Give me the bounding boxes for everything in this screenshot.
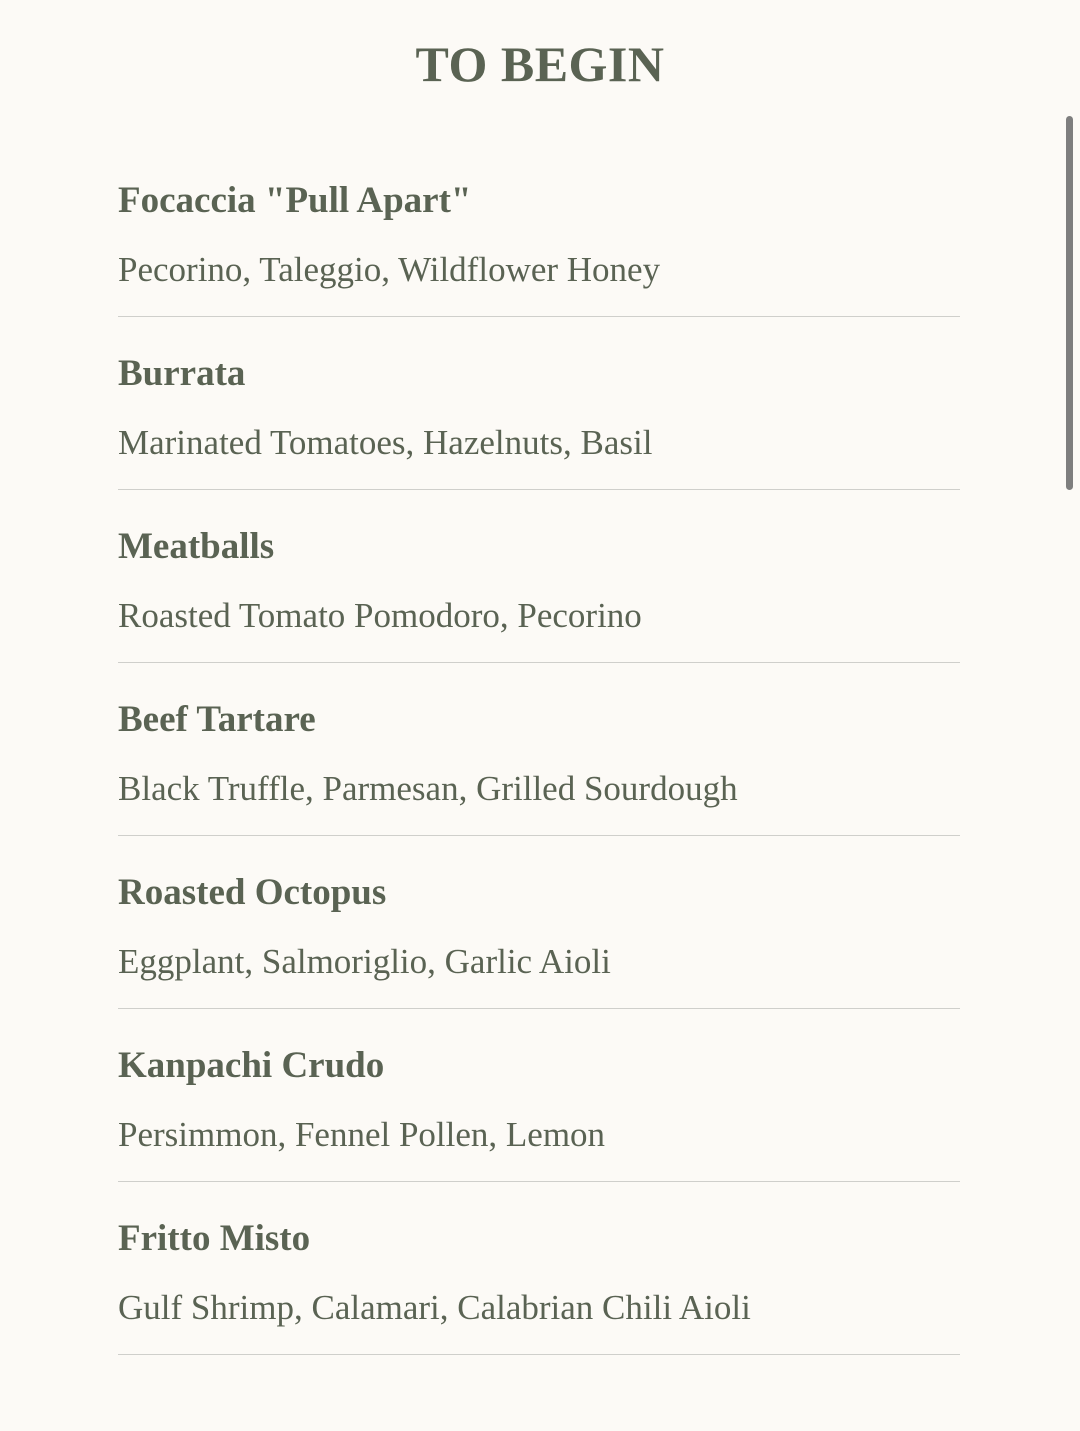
menu-item-name: Burrata [118,353,246,394]
scrollbar-thumb[interactable] [1066,116,1073,490]
menu-item [118,144,960,317]
menu-item-description: Marinated Tomatoes, Hazelnuts, Basil [118,423,653,462]
menu-item [118,317,960,490]
menu-item-description: Pecorino, Taleggio, Wildflower Honey [118,250,661,289]
menu-item-name: Fritto Misto [118,1218,311,1259]
menu-list [118,144,960,1355]
menu-item-name: Roasted Octopus [118,872,387,913]
menu-item-description: Eggplant, Salmoriglio, Garlic Aioli [118,942,611,981]
menu-item-description: Roasted Tomato Pomodoro, Pecorino [118,596,642,635]
menu-item [118,1009,960,1182]
menu-item-name: Kanpachi Crudo [118,1045,385,1086]
menu-item-name: Beef Tartare [118,699,316,740]
menu-item-name: Focaccia "Pull Apart" [118,180,472,221]
menu-item-description: Black Truffle, Parmesan, Grilled Sourdough [118,769,738,808]
menu-item-name: Meatballs [118,526,275,567]
menu-item [118,663,960,836]
menu-item-description: Gulf Shrimp, Calamari, Calabrian Chili Aioli [118,1288,751,1327]
menu-item [118,1182,960,1355]
menu-item-description: Persimmon, Fennel Pollen, Lemon [118,1115,606,1154]
menu-item [118,490,960,663]
section-title: TO BEGIN [415,36,665,92]
menu-item [118,836,960,1009]
